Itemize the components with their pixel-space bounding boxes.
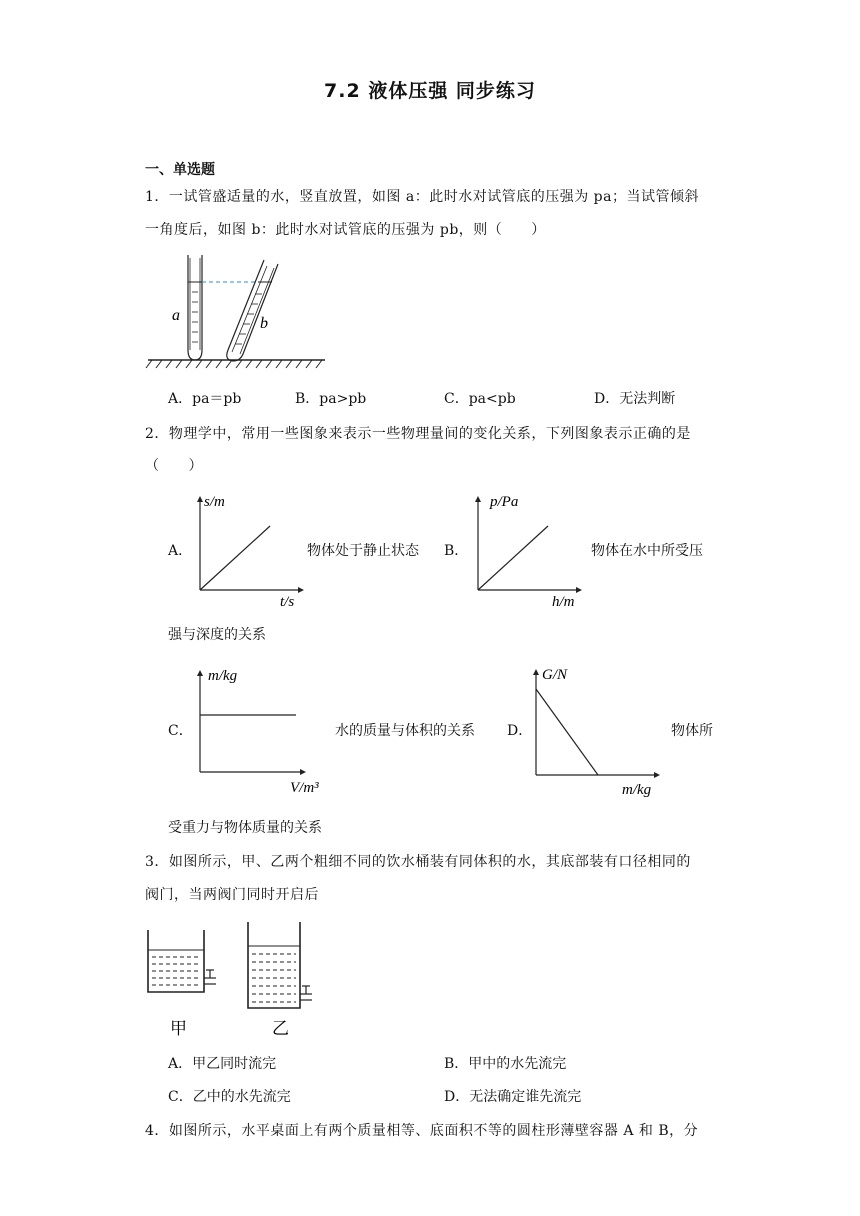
q3-line1: 3．如图所示，甲、乙两个粗细不同的饮水桶装有同体积的水，其底部装有口径相同的	[145, 854, 691, 870]
q1-test-tube-figure	[140, 250, 340, 370]
q1-option-c[interactable]: C．pa<pb	[444, 391, 516, 407]
q2-c-desc: 水的质量与体积的关系	[335, 723, 475, 739]
page-title: 7.2 液体压强 同步练习	[324, 80, 536, 102]
q2-b-ylabel: p/Pa	[490, 494, 519, 510]
q2-a-xlabel: t/s	[280, 594, 295, 610]
q2-line1: 2．物理学中，常用一些图象来表示一些物理量间的变化关系，下列图象表示正确的是	[145, 426, 691, 442]
q4-line1: 4．如图所示，水平桌面上有两个质量相等、底面积不等的圆柱形薄壁容器 A 和 B，分	[145, 1123, 699, 1139]
q2-option-c-label[interactable]: C．	[168, 723, 193, 739]
q1-line2: 一角度后，如图 b：此时水对试管底的压强为 pb，则（ ）	[145, 222, 546, 238]
q2-graph-a	[190, 488, 310, 613]
q3-option-a[interactable]: A．甲乙同时流完	[168, 1056, 277, 1072]
q2-line2: （ ）	[145, 458, 203, 474]
q2-option-a-label[interactable]: A．	[168, 543, 193, 559]
section-heading: 一、单选题	[145, 162, 215, 178]
q3-buckets-figure	[140, 918, 340, 1043]
q1-label-a: a	[172, 307, 180, 324]
q2-d-desc: 物体所	[671, 723, 713, 739]
q3-line2: 阀门，当两阀门同时开启后	[145, 887, 319, 903]
q2-graph-d	[526, 655, 671, 800]
q2-d-xlabel: m/kg	[622, 782, 652, 798]
q2-c-xlabel: V/m³	[290, 780, 319, 796]
q1-label-b: b	[260, 315, 268, 332]
q3-option-b[interactable]: B．甲中的水先流完	[444, 1056, 567, 1072]
q1-option-d[interactable]: D．无法判断	[594, 391, 676, 407]
q3-label-yi: 乙	[272, 1019, 289, 1038]
q2-d-desc2: 受重力与物体质量的关系	[168, 820, 322, 836]
q1-line1: 1．一试管盛适量的水，竖直放置，如图 a：此时水对试管底的压强为 pa；当试管倾斜	[145, 189, 699, 205]
q2-d-ylabel: G/N	[542, 667, 568, 683]
q1-option-a[interactable]: A．pa＝pb	[168, 391, 242, 407]
q2-a-ylabel: s/m	[204, 494, 225, 510]
q2-graph-b	[468, 488, 588, 613]
q2-b-desc2: 强与深度的关系	[168, 627, 266, 643]
q3-label-jia: 甲	[170, 1019, 187, 1038]
q2-graph-c	[190, 662, 320, 797]
q2-b-xlabel: h/m	[552, 594, 575, 610]
q2-c-ylabel: m/kg	[208, 668, 238, 684]
q3-option-c[interactable]: C．乙中的水先流完	[168, 1089, 291, 1105]
q3-option-d[interactable]: D．无法确定谁先流完	[444, 1089, 582, 1105]
q2-b-desc: 物体在水中所受压	[591, 543, 703, 559]
q2-option-b-label[interactable]: B．	[444, 543, 469, 559]
q2-option-d-label[interactable]: D．	[507, 723, 533, 739]
q2-a-desc: 物体处于静止状态	[307, 543, 419, 559]
q1-option-b[interactable]: B．pa>pb	[295, 391, 367, 407]
